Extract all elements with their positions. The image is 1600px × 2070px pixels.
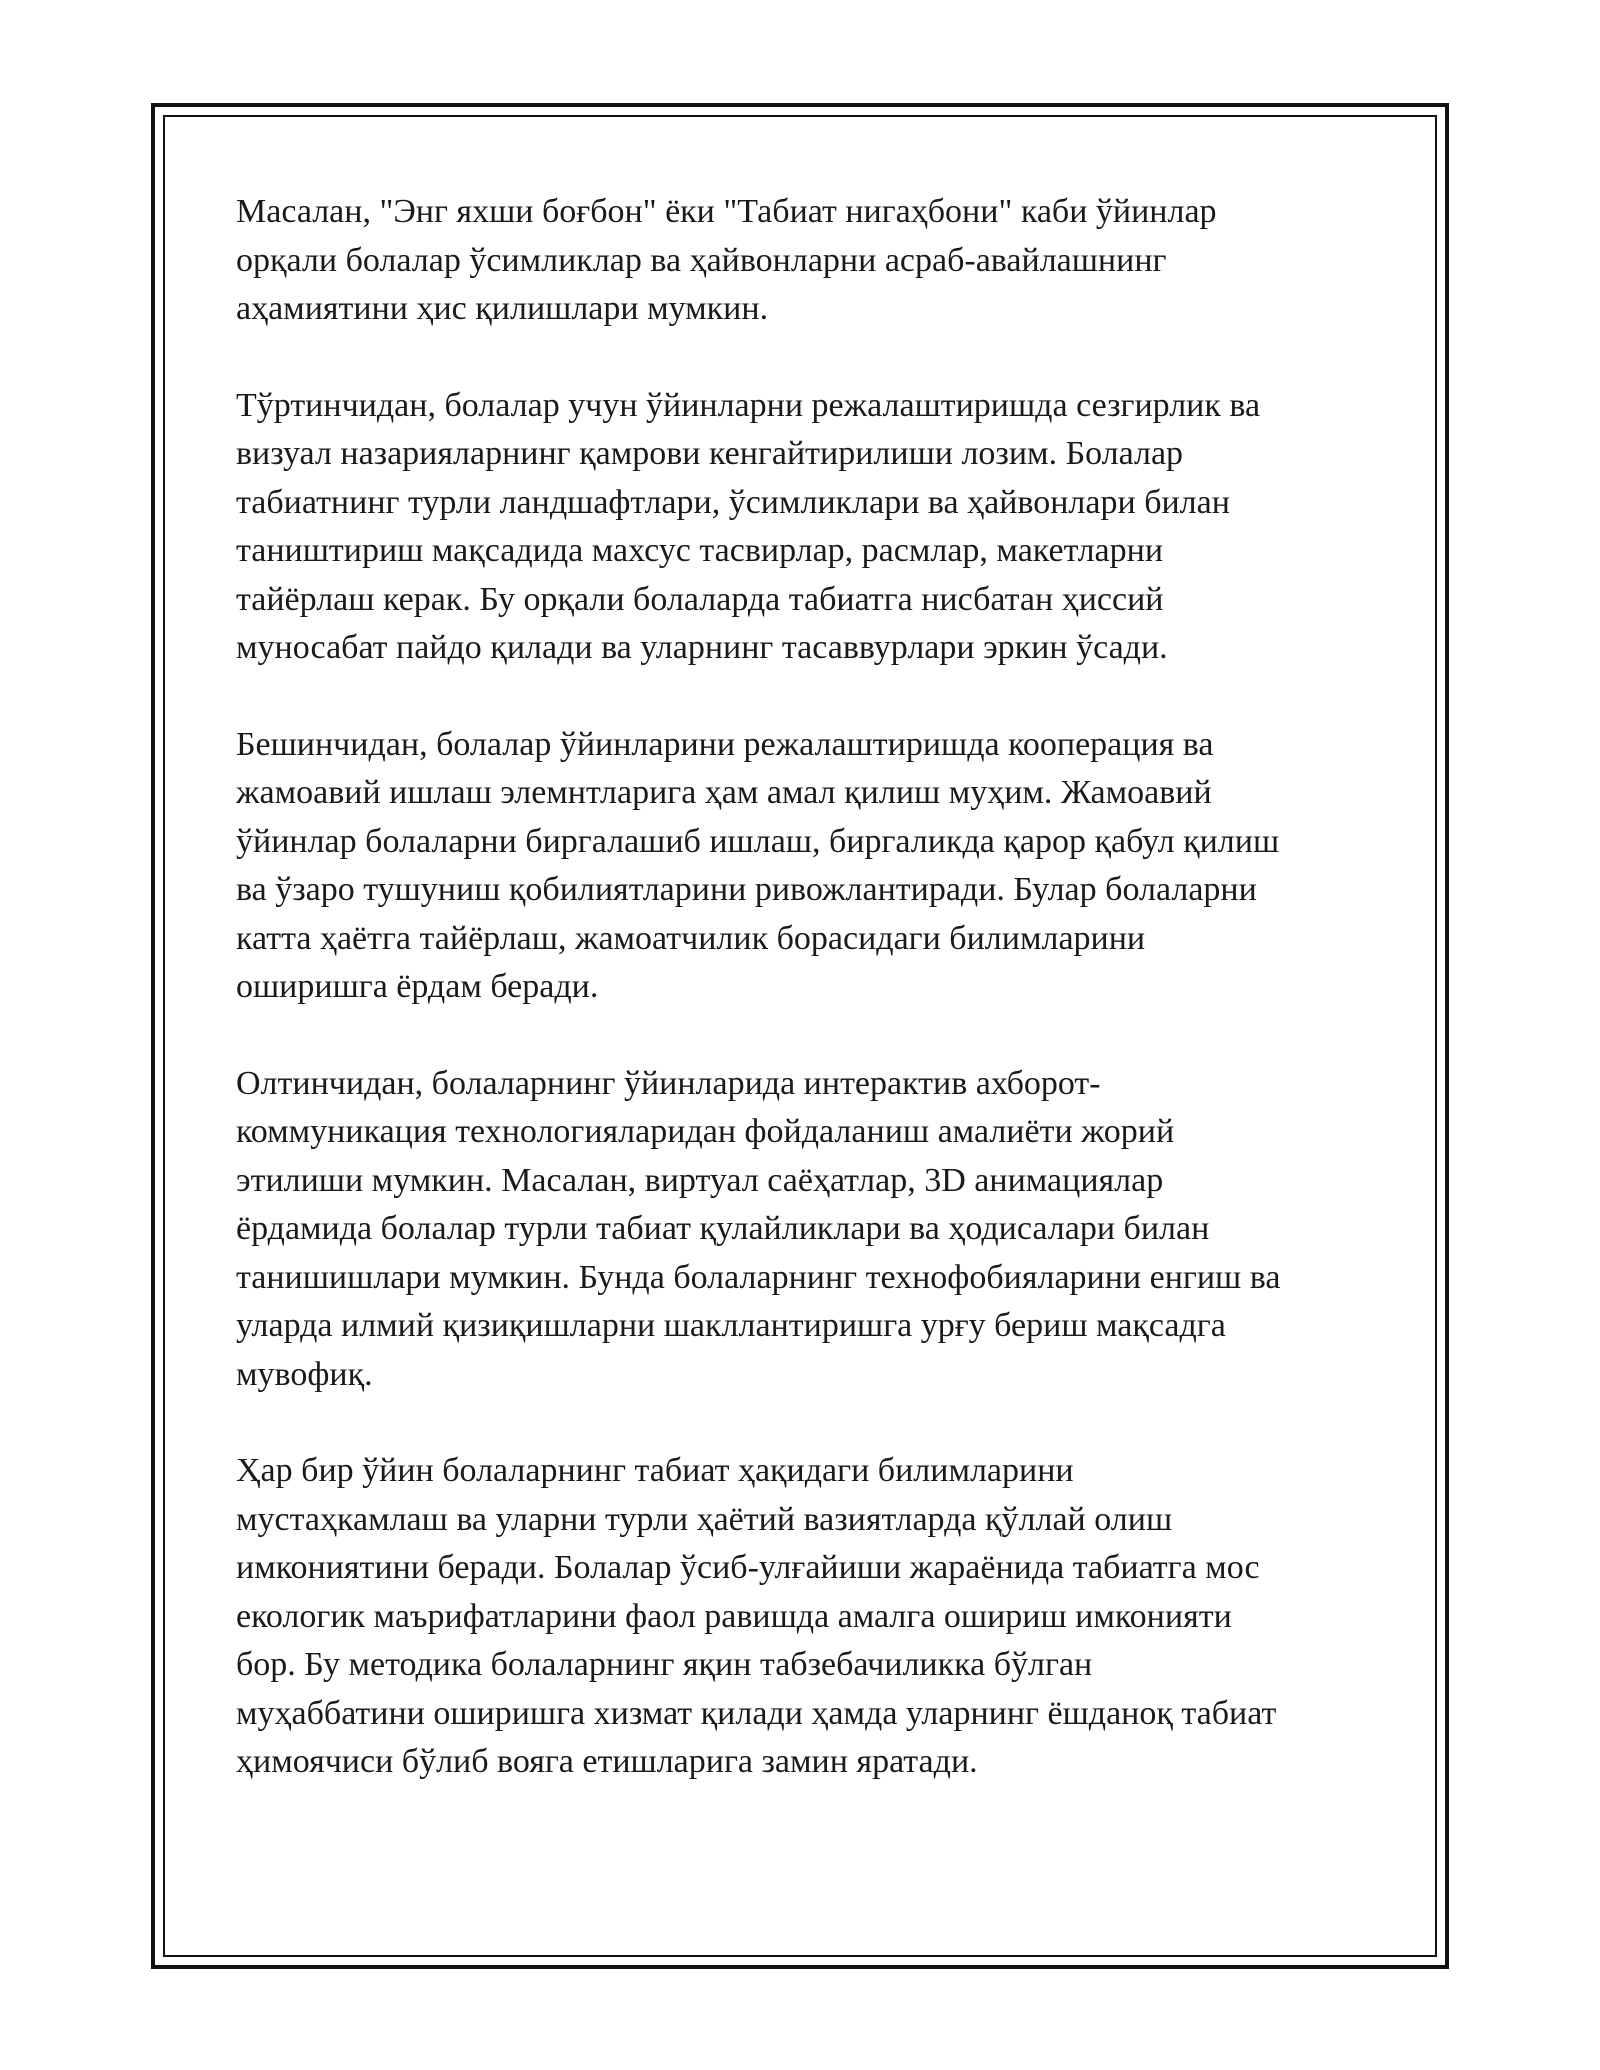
text-line: этилиши мумкин. Масалан, виртуал саёҳатлар, 3D анимациялар <box>236 1161 1164 1199</box>
paragraph-5 <box>236 1447 1376 1787</box>
text-line: уларда илмий қизиқишларни шакллантиришга урғу бериш мақсадга <box>236 1307 1226 1344</box>
text-line: Олтинчидан, болаларнинг ўйинларида интерактив ахборот- <box>236 1064 1101 1102</box>
text-line: табиатнинг турли ландшафтлари, ўсимликлари ва ҳайвонлари билан <box>236 483 1230 521</box>
text-line: ўйинлар болаларни биргалашиб ишлаш, биргаликда қарор қабул қилиш <box>236 822 1280 860</box>
text-line: орқали болалар ўсимликлар ва ҳайвонларни асраб-авайлашнинг <box>236 241 1167 279</box>
paragraph-1 <box>236 188 1376 334</box>
text-line: имкониятини беради. Болалар ўсиб-улғайиши жараёнида табиатга мос <box>236 1549 1260 1586</box>
text-line: тайёрлаш керак. Бу орқали болаларда табиатга нисбатан ҳиссий <box>236 580 1164 618</box>
text-line: танишишлари мумкин. Бунда болаларнинг технофобияларини енгиш ва <box>236 1258 1281 1296</box>
text-line: Масалан, "Энг яхши боғбон" ёки "Табиат нигаҳбони" каби ўйинлар <box>236 193 1217 230</box>
text-line: катта ҳаётга тайёрлаш, жамоатчилик борасидаги билимларини <box>236 919 1146 957</box>
text-line: жамоавий ишлаш элемнтларига ҳам амал қилиш муҳим. Жамоавий <box>236 774 1212 811</box>
text-line: ҳимоячиси бўлиб вояга етишларига замин яратади. <box>236 1743 978 1780</box>
text-line: Ҳар бир ўйин болаларнинг табиат ҳақидаги билимларини <box>236 1452 1074 1489</box>
text-line: аҳамиятини ҳис қилишлари мумкин. <box>236 290 769 327</box>
text-line: екологик маърифатларини фаол равишда амалга ошириш имконияти <box>236 1597 1232 1635</box>
document-body <box>236 188 1376 1835</box>
paragraph-4 <box>236 1060 1376 1400</box>
paragraph-2 <box>236 382 1376 673</box>
text-line: Тўртинчидан, болалар учун ўйинларни режалаштиришда сезгирлик ва <box>236 386 1261 424</box>
text-line: ёрдамида болалар турли табиат қулайликлари ва ҳодисалари билан <box>236 1210 1210 1247</box>
text-line: коммуникация технологияларидан фойдаланиш амалиёти жорий <box>236 1113 1175 1150</box>
text-line: муносабат пайдо қилади ва уларнинг тасаввурлари эркин ўсади. <box>236 629 1168 666</box>
text-line: мустаҳкамлаш ва уларни турли ҳаётий вазиятларда қўллай олиш <box>236 1500 1173 1538</box>
text-line: ва ўзаро тушуниш қобилиятларини ривожлантиради. Булар болаларни <box>236 871 1257 908</box>
text-line: бор. Бу методика болаларнинг яқин табзебачиликка бўлган <box>236 1646 1093 1683</box>
text-line: муҳаббатини оширишга хизмат қилади ҳамда уларнинг ёшданоқ табиат <box>236 1694 1277 1732</box>
text-line: таништириш мақсадида махсус тасвирлар, расмлар, макетларни <box>236 532 1164 569</box>
text-line: Бешинчидан, болалар ўйинларини режалаштиришда кооперация ва <box>236 725 1214 763</box>
text-line: оширишга ёрдам беради. <box>236 968 599 1005</box>
paragraph-3 <box>236 721 1376 1012</box>
text-line: визуал назарияларнинг қамрови кенгайтирилиши лозим. Болалар <box>236 435 1184 472</box>
text-line: мувофиқ. <box>236 1355 373 1393</box>
